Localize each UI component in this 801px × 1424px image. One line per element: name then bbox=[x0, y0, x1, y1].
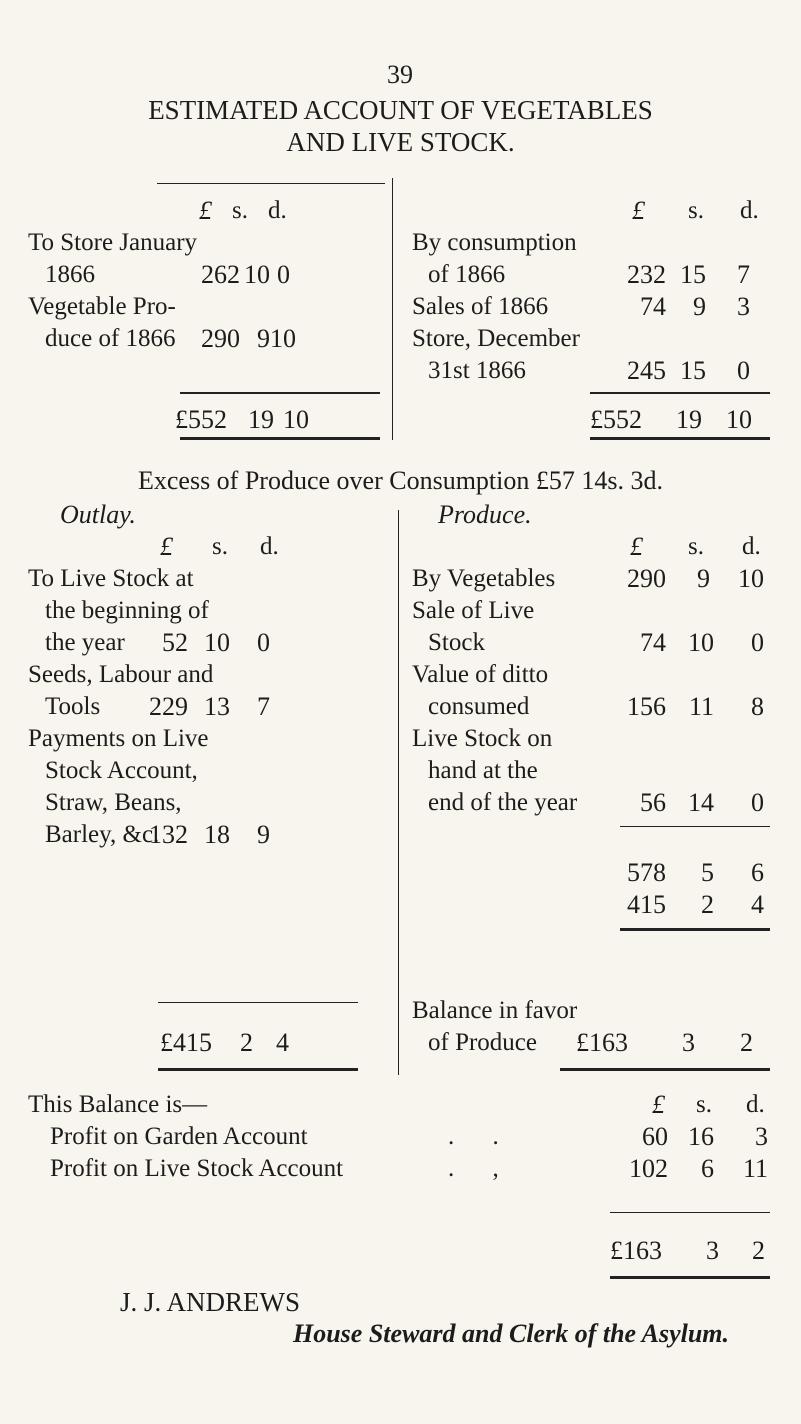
produce-balance-pounds: £163 bbox=[576, 1028, 628, 1057]
produce-subtotal-pence: 6 bbox=[751, 858, 764, 887]
s1-left-sum-rule bbox=[180, 392, 380, 394]
produce-row1-shillings: 9 bbox=[697, 564, 710, 593]
produce-row2-pounds: 74 bbox=[640, 628, 666, 657]
produce-pence-header: d. bbox=[742, 533, 761, 560]
produce-subtotal-pounds: 578 bbox=[627, 858, 666, 887]
outlay-row1-line1: To Live Stock at bbox=[28, 565, 194, 592]
produce-row4-pounds: 56 bbox=[640, 788, 666, 817]
title-line-1: ESTIMATED ACCOUNT OF VEGETABLES bbox=[148, 95, 653, 125]
produce-balance-line2: of Produce bbox=[428, 1029, 537, 1056]
produce-less-shillings: 2 bbox=[701, 890, 714, 919]
balance-row2-shillings: 6 bbox=[701, 1154, 714, 1183]
produce-row4-line1: Live Stock on bbox=[412, 725, 553, 752]
produce-row2-pence: 0 bbox=[751, 628, 764, 657]
outlay-shilling-header: s. bbox=[212, 533, 228, 560]
produce-row2-line1: Sale of Live bbox=[412, 597, 535, 624]
s1-left-total-shillings: 19 bbox=[248, 405, 274, 434]
produce-pound-header: £ bbox=[630, 532, 643, 561]
outlay-row3-line4: Barley, &c. bbox=[45, 821, 160, 848]
outlay-row3-shillings: 18 bbox=[204, 820, 230, 849]
s1-left-total-pence: 10 bbox=[283, 405, 309, 434]
balance-row2-dots: . , bbox=[448, 1155, 499, 1182]
s1-right-row3-line1: Store, December bbox=[412, 325, 580, 352]
produce-shilling-header: s. bbox=[688, 533, 704, 560]
outlay-pence-header: d. bbox=[260, 533, 279, 560]
s1-right-row2-pence: 3 bbox=[737, 292, 750, 321]
s1-right-row2-line1: Sales of 1866 bbox=[412, 293, 549, 320]
section1-divider bbox=[392, 178, 393, 440]
balance-total-shillings: 3 bbox=[706, 1236, 719, 1265]
balance-total-pence: 2 bbox=[752, 1236, 765, 1265]
produce-subtotal-shillings: 5 bbox=[701, 858, 714, 887]
produce-sum-rule bbox=[620, 826, 770, 827]
s1-right-total-shillings: 19 bbox=[676, 405, 702, 434]
s1-left-pound-header: £ bbox=[199, 196, 212, 225]
outlay-row2-shillings: 13 bbox=[204, 692, 230, 721]
s1-left-row2-line1: Vegetable Pro- bbox=[28, 293, 176, 320]
produce-row3-shillings: 11 bbox=[688, 692, 714, 721]
balance-intro: This Balance is— bbox=[28, 1091, 208, 1118]
s1-right-shilling-header: s. bbox=[688, 197, 704, 224]
balance-pound-header: £ bbox=[652, 1090, 665, 1119]
s1-left-row1-pounds: 262 bbox=[201, 260, 240, 289]
title-line-2: AND LIVE STOCK. bbox=[286, 127, 515, 157]
s1-left-total-rule bbox=[180, 437, 380, 440]
produce-balance-line1: Balance in favor bbox=[412, 997, 578, 1024]
produce-row3-line1: Value of ditto bbox=[412, 661, 549, 688]
s1-right-row3-shillings: 15 bbox=[680, 356, 706, 385]
produce-row1-line1: By Vegetables bbox=[412, 565, 556, 592]
s1-right-pence-header: d. bbox=[740, 197, 759, 224]
balance-row2-label: Profit on Live Stock Account bbox=[50, 1155, 344, 1182]
produce-row1-pounds: 290 bbox=[627, 564, 666, 593]
balance-pence-header: d. bbox=[746, 1091, 765, 1118]
produce-row4-line3: end of the year bbox=[428, 789, 578, 816]
s1-right-row1-pounds: 232 bbox=[627, 260, 666, 289]
s1-left-row2-line2: duce of 1866 bbox=[45, 325, 176, 352]
produce-row1-pence: 10 bbox=[738, 564, 764, 593]
s1-left-row1-shillings: 10 bbox=[244, 260, 270, 289]
produce-balance-rule bbox=[560, 1068, 770, 1071]
balance-total-pounds: £163 bbox=[610, 1236, 662, 1265]
balance-row1-label: Profit on Garden Account bbox=[50, 1123, 308, 1150]
s1-right-row1-line1: By consumption bbox=[412, 229, 577, 256]
s1-left-row2-pence: 10 bbox=[270, 324, 296, 353]
outlay-row3-line1: Payments on Live bbox=[28, 725, 209, 752]
section2-divider bbox=[398, 510, 399, 1075]
outlay-total-rule bbox=[158, 1068, 358, 1071]
outlay-row2-line2: Tools bbox=[45, 693, 101, 720]
outlay-row1-pounds: 52 bbox=[162, 628, 188, 657]
outlay-row2-line1: Seeds, Labour and bbox=[28, 661, 214, 688]
outlay-row1-line2: the beginning of bbox=[45, 597, 209, 624]
outlay-row2-pence: 7 bbox=[257, 692, 270, 721]
outlay-pound-header: £ bbox=[160, 532, 173, 561]
s1-right-total-pence: 10 bbox=[726, 405, 752, 434]
outlay-row1-shillings: 10 bbox=[204, 628, 230, 657]
outlay-total-pence: 4 bbox=[276, 1028, 289, 1057]
section1-top-rule bbox=[157, 183, 385, 184]
s1-left-row2-shillings: 9 bbox=[257, 324, 270, 353]
s1-right-row2-pounds: 74 bbox=[640, 292, 666, 321]
s1-right-total-pounds: £552 bbox=[590, 405, 642, 434]
s1-right-row3-pence: 0 bbox=[737, 356, 750, 385]
balance-row1-shillings: 16 bbox=[688, 1122, 714, 1151]
outlay-total-pounds: £415 bbox=[160, 1028, 212, 1057]
s1-right-row3-line2: 31st 1866 bbox=[428, 357, 526, 384]
s1-right-row1-shillings: 15 bbox=[680, 260, 706, 289]
s1-left-row2-pounds: 290 bbox=[201, 324, 240, 353]
s1-left-row1-line1: To Store January bbox=[28, 229, 198, 256]
produce-row4-pence: 0 bbox=[751, 788, 764, 817]
produce-row4-shillings: 14 bbox=[688, 788, 714, 817]
outlay-heading: Outlay. bbox=[60, 500, 136, 529]
balance-row2-pence: 11 bbox=[742, 1154, 768, 1183]
s1-left-shilling-header: s. bbox=[232, 197, 248, 224]
outlay-row3-line3: Straw, Beans, bbox=[45, 789, 182, 816]
page-title bbox=[0, 94, 801, 158]
excess-line: Excess of Produce over Consumption £57 14s. 3d. bbox=[137, 466, 663, 495]
balance-total-rule bbox=[610, 1276, 770, 1279]
balance-shilling-header: s. bbox=[696, 1091, 712, 1118]
produce-row4-line2: hand at the bbox=[428, 757, 538, 784]
s1-left-pence-header: d. bbox=[268, 197, 287, 224]
s1-left-row1-line2: 1866 bbox=[45, 261, 95, 288]
produce-heading: Produce. bbox=[438, 500, 532, 529]
produce-less-pence: 4 bbox=[751, 890, 764, 919]
produce-row2-shillings: 10 bbox=[688, 628, 714, 657]
outlay-total-shillings: 2 bbox=[240, 1028, 253, 1057]
outlay-row3-pounds: 132 bbox=[149, 820, 188, 849]
s1-right-sum-rule bbox=[590, 392, 770, 394]
balance-row1-dots: . . bbox=[448, 1123, 499, 1150]
produce-balance-pence: 2 bbox=[740, 1028, 753, 1057]
s1-right-row3-pounds: 245 bbox=[627, 356, 666, 385]
produce-difference-rule bbox=[620, 928, 770, 931]
outlay-row1-line3: the year bbox=[45, 629, 125, 656]
produce-row3-pence: 8 bbox=[751, 692, 764, 721]
s1-right-row2-shillings: 9 bbox=[693, 292, 706, 321]
produce-row3-line2: consumed bbox=[428, 693, 530, 720]
balance-row1-pence: 3 bbox=[755, 1122, 768, 1151]
s1-right-row1-pence: 7 bbox=[737, 260, 750, 289]
signature-role: House Steward and Clerk of the Asylum. bbox=[293, 1319, 730, 1348]
page-number: 39 bbox=[387, 60, 413, 89]
outlay-row3-line2: Stock Account, bbox=[45, 757, 198, 784]
s1-right-total-rule bbox=[590, 437, 770, 440]
s1-left-total-pounds: £552 bbox=[175, 405, 227, 434]
produce-row3-pounds: 156 bbox=[627, 692, 666, 721]
s1-right-row1-line2: of 1866 bbox=[428, 261, 506, 288]
outlay-row1-pence: 0 bbox=[257, 628, 270, 657]
produce-row2-line2: Stock bbox=[428, 629, 485, 656]
balance-row2-pounds: 102 bbox=[629, 1154, 668, 1183]
outlay-sum-rule bbox=[158, 1002, 358, 1003]
s1-right-pound-header: £ bbox=[632, 196, 645, 225]
produce-less-pounds: 415 bbox=[627, 890, 666, 919]
s1-left-row1-pence: 0 bbox=[277, 260, 290, 289]
produce-balance-shillings: 3 bbox=[682, 1028, 695, 1057]
balance-sum-rule bbox=[610, 1212, 770, 1213]
outlay-row3-pence: 9 bbox=[257, 820, 270, 849]
signature-name: J. J. ANDREWS bbox=[120, 1287, 301, 1317]
balance-row1-pounds: 60 bbox=[642, 1122, 668, 1151]
outlay-row2-pounds: 229 bbox=[149, 692, 188, 721]
